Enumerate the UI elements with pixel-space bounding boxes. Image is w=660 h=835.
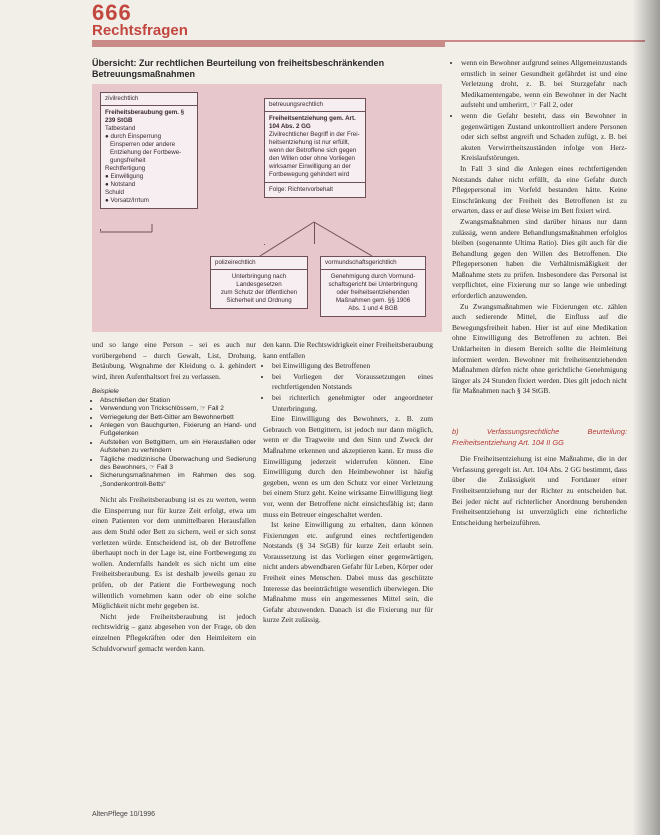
paragraph: Die Freiheitsentziehung ist eine Maßnahme, die in der Verfassung geregelt ist. Art. 104 Abs. 2 GG bestimmt, dass über die Zulässigkeit und Fortdauer einer Freiheitsentziehung nur der Richter zu entscheiden hat. Bei jeder nicht auf richterlicher Anordnung beruhenden Freiheitsentziehung ist unverzüglich eine richterliche Entscheidung herbeizuführen.: [452, 454, 627, 527]
box-line: ● Einwilligung: [105, 173, 144, 180]
box-line: Einsperren oder andere: [110, 141, 176, 148]
list-item: • Verwendung von Trickschlössern, ☞ Fall 2: [100, 405, 256, 413]
box-line: oder freiheitsentziehenden: [336, 289, 410, 296]
box-header: vormundschaftsgerichtlich: [321, 257, 425, 270]
box-header: zivilrechtlich: [101, 93, 197, 106]
header-rule: [92, 40, 445, 47]
header-rule-thin: [445, 40, 645, 42]
box-line: Schuld: [105, 189, 124, 196]
box-polizeirechtlich: [210, 256, 308, 309]
paragraph: Zu Zwangsmaßnahmen wie Fixierungen etc. zählen auch sedierende Mittel, die Einfluss auf die Bewegungsfreiheit haben. Hier ist auf eine Medikation ohne Einwilligung des Betroffenen zu achten. Bei Unklarheiten in diesem Bereich sollte die Heimleitung informiert werden. Bewohner mit freiheitsentziehenden Maßnahmen dürfen nicht ohne gerichtliche Genehmigung länger als 24 Stunden fixiert werden. Dies gilt jedoch nicht für Maßnahmen nach § 34 StGB.: [452, 301, 627, 396]
box-title: Freiheitsentziehung gem. Art. 104 Abs. 2 GG: [269, 115, 356, 130]
box-line: wirksamer Einwilligung an der: [269, 163, 351, 170]
text-column-1: [92, 340, 256, 654]
paragraph: und so lange eine Person – sei es auch nur vorübergehend – durch Gewalt, List, Drohung, Betäubung, Wegnahme der Kleidung o. ä. gehindert wird, ihren Aufenthaltsort frei zu verlassen.: [92, 340, 256, 381]
list-item: • wenn die Gefahr besteht, dass ein Bewohner in gegenwärtigen Zustand unkontrolliert andere Personen oder sich selbst angreift und Schaden zufügt, z. B. bei akuten Verwirrtheitszuständen infolge von Herz-Kreislaufstörungen.: [461, 111, 627, 164]
box-title: Freiheitsberaubung gem. § 239 StGB: [105, 109, 185, 124]
paragraph: Nicht jede Freiheitsberaubung ist jedoch rechtswidrig – ganz abgesehen von der Frage, ob den einzelnen Pflegekräften oder den Heimleitern ein Schuldvorwurf gemacht werden kann.: [92, 611, 256, 653]
box-line: ● durch Einsperrung: [105, 133, 162, 140]
box-line: ● Notstand: [105, 181, 136, 188]
figure-diagram: [92, 84, 442, 332]
list-title: Beispiele: [92, 388, 119, 396]
paragraph: Nicht als Freiheitsberaubung ist es zu werten, wenn die Einsperrung nur für kurze Zeit erfolgt, etwa um einen Patienten vor dem unmittelbaren Herausfallen aus dem Stuhl oder Bett zu sichern, weil er sich sonst verletzen würde. Entscheidend ist, ob der Betroffene überhaupt noch in der Lage ist, eine Fortbewegung zu wollen. Andernfalls handelt es sich nicht um eine Freiheitsberaubung. Es ist deshalb jeweils genau zu prüfen, ob der Patient die Fortbewegung noch willentlich vornehmen kann oder ob eine solche Möglichkeit nicht mehr gegeben ist.: [92, 495, 256, 611]
box-vormundschaftsgerichtlich: [320, 256, 426, 317]
box-line: Entziehung der Fortbewe-: [110, 149, 182, 156]
page-number: 666: [92, 0, 132, 25]
box-line: heitsentziehung ist nur erfüllt,: [269, 139, 350, 146]
paragraph: Eine Einwilligung des Bewohners, z. B. zum Gebrauch von Bettgittern, ist jedoch nur dann möglich, wenn er die Tragweite und den Sinn und Zweck der Maßnahme erkennen und akzeptieren kann. Er muss die Einwilligung jederzeit widerrufen können. Eine Einwilligung durch den Heimbewohner ist häufig gegeben, wenn es um den Schutz vor einer Verletzung bei einem Sturz geht. Keine wirksame Einwilligung liegt vor, wenn der Betroffene nicht einsichtsfähig ist; dann muss ein Betreuer eingeschaltet werden.: [263, 414, 433, 519]
paragraph: den kann. Die Rechtswidrigkeit einer Freiheitsberaubung kann entfallen: [263, 340, 433, 360]
box-header: betreuungsrechtlich: [265, 99, 365, 112]
box-line: ● Vorsatz/Irrtum: [105, 197, 149, 204]
box-line: Fortbewegung gehindert wird: [269, 171, 350, 178]
paragraph: Ist keine Einwilligung zu erhalten, dann können Fixierungen etc. aufgrund eines rechtfertigenden Notstands (§ 34 StGB) für kurze Zeit erlaubt sein. Voraussetzung ist das Vorliegen einer gegenwärtigen, nicht anders abwendbaren Gefahr für Leben, Körper oder Freiheit eines Menschen. Dabei muss das geschützte Interesse das beeinträchtigte wesentlich überwiegen. Die Maßnahme muss ein angemessenes Mittel sein, die Gefahr abzuwenden. Danach ist die Fixierung nur für kurze Zeit zulässig.: [263, 520, 433, 625]
box-line: Sicherheit und Ordnung: [226, 297, 292, 304]
list-item: • bei Vorliegen der Voraussetzungen eines rechtfertigenden Notstands: [272, 372, 433, 393]
list-item: • bei richterlich genehmigter oder angeordneter Unterbringung.: [272, 393, 433, 414]
list-item: • Sicherungsmaßnahmen im Rahmen des sog. „Sondenkontroll-Betts“: [100, 472, 256, 489]
list-item: • Aufstellen von Bettgittern, um ein Herausfallen oder Aufstehen zu verhindern: [100, 439, 256, 456]
paragraph: Zwangsmaßnahmen sind darüber hinaus nur dann zulässig, wenn andere Behandlungsmaßnahmen erfolglos bleiben (sogenannte Ultima Ratio). Dies gilt auch für die Behandlung gegen den Willen des Betroffenen. Die Pflegepersonen haben die Verhältnismäßigkeit der Maßnahme stets zu prüfen. Insbesondere das Personal ist verpflichtet, eine Fixierung nur so lange wie unbedingt erforderlich anzuwenden.: [452, 216, 627, 301]
list-item: • wenn ein Bewohner aufgrund seines Allgemeinzustands ernstlich in seiner Gesundheit gefährdet ist und eine Verletzung droht, z. B. bei Sturzgefahr nach Medikamentengabe, wenn ein Bewohner in der Nacht aufsteht und umherirrt, ☞ Fall 2, oder: [461, 58, 627, 111]
box-line: Abs. 1 und 4 BGB: [348, 305, 398, 312]
box-header: polizeirechtlich: [211, 257, 307, 270]
box-line: Zivilrechtlicher Begriff in der Frei-: [269, 131, 360, 138]
list-item: • Anlegen von Bauchgurten, Fixierung an Hand- und Fußgelenken: [100, 422, 256, 439]
box-line: Maßnahmen gem. §§ 1906: [335, 297, 411, 304]
list-item: • Verriegelung der Bett-Gitter am Bewohnerbett: [100, 414, 256, 422]
box-line: den Willen oder ohne Vorliegen: [269, 155, 355, 162]
box-line: Rechtfertigung: [105, 165, 146, 172]
box-line: Unterbringung nach: [231, 273, 287, 280]
subsection-heading: b) Verfassungsrechtliche Beurteilung: Freiheitsentziehung Art. 104 II GG: [452, 427, 627, 447]
paragraph: In Fall 3 sind die Anlegen eines rechtfertigenden Notstands daher nicht erfüllt, da eine Gefahr durch Pflegepersonal im Vorfeld bestanden hätte. Keine Einschränkung der Freiheit des Betroffenen ist zu erwarten, dass er auf diese Weise im Bett fixiert wird.: [452, 163, 627, 216]
section-title: Rechtsfragen: [92, 22, 188, 39]
box-line: Tatbestand: [105, 125, 136, 132]
box-footer: Folge: Richtervorbehalt: [265, 182, 365, 197]
box-line: wenn der Betroffene sich gegen: [269, 147, 357, 154]
list-item: • bei Einwilligung des Betroffenen: [272, 361, 433, 372]
list-item: • Abschließen der Station: [100, 397, 256, 405]
box-line: Genehmigung durch Vormund-: [330, 273, 416, 280]
box-line: zum Schutz der öffentlichen: [220, 289, 298, 296]
figure-title: Übersicht: Zur rechtlichen Beurteilung von freiheitsbeschränkenden Betreuungsmaßnahmen: [92, 58, 385, 79]
text-column-2: [263, 340, 433, 626]
text-column-3: [452, 58, 627, 528]
list-item: • Tägliche medizinische Überwachung und Sedierung des Bewohners, ☞ Fall 3: [100, 456, 256, 473]
box-line: gungsfreiheit: [110, 157, 146, 164]
box-line: Landesgesetzen: [236, 281, 282, 288]
box-line: schaftsgericht bei Unterbringung: [328, 281, 418, 288]
page-footer: AltenPflege 10/1996: [92, 811, 156, 818]
